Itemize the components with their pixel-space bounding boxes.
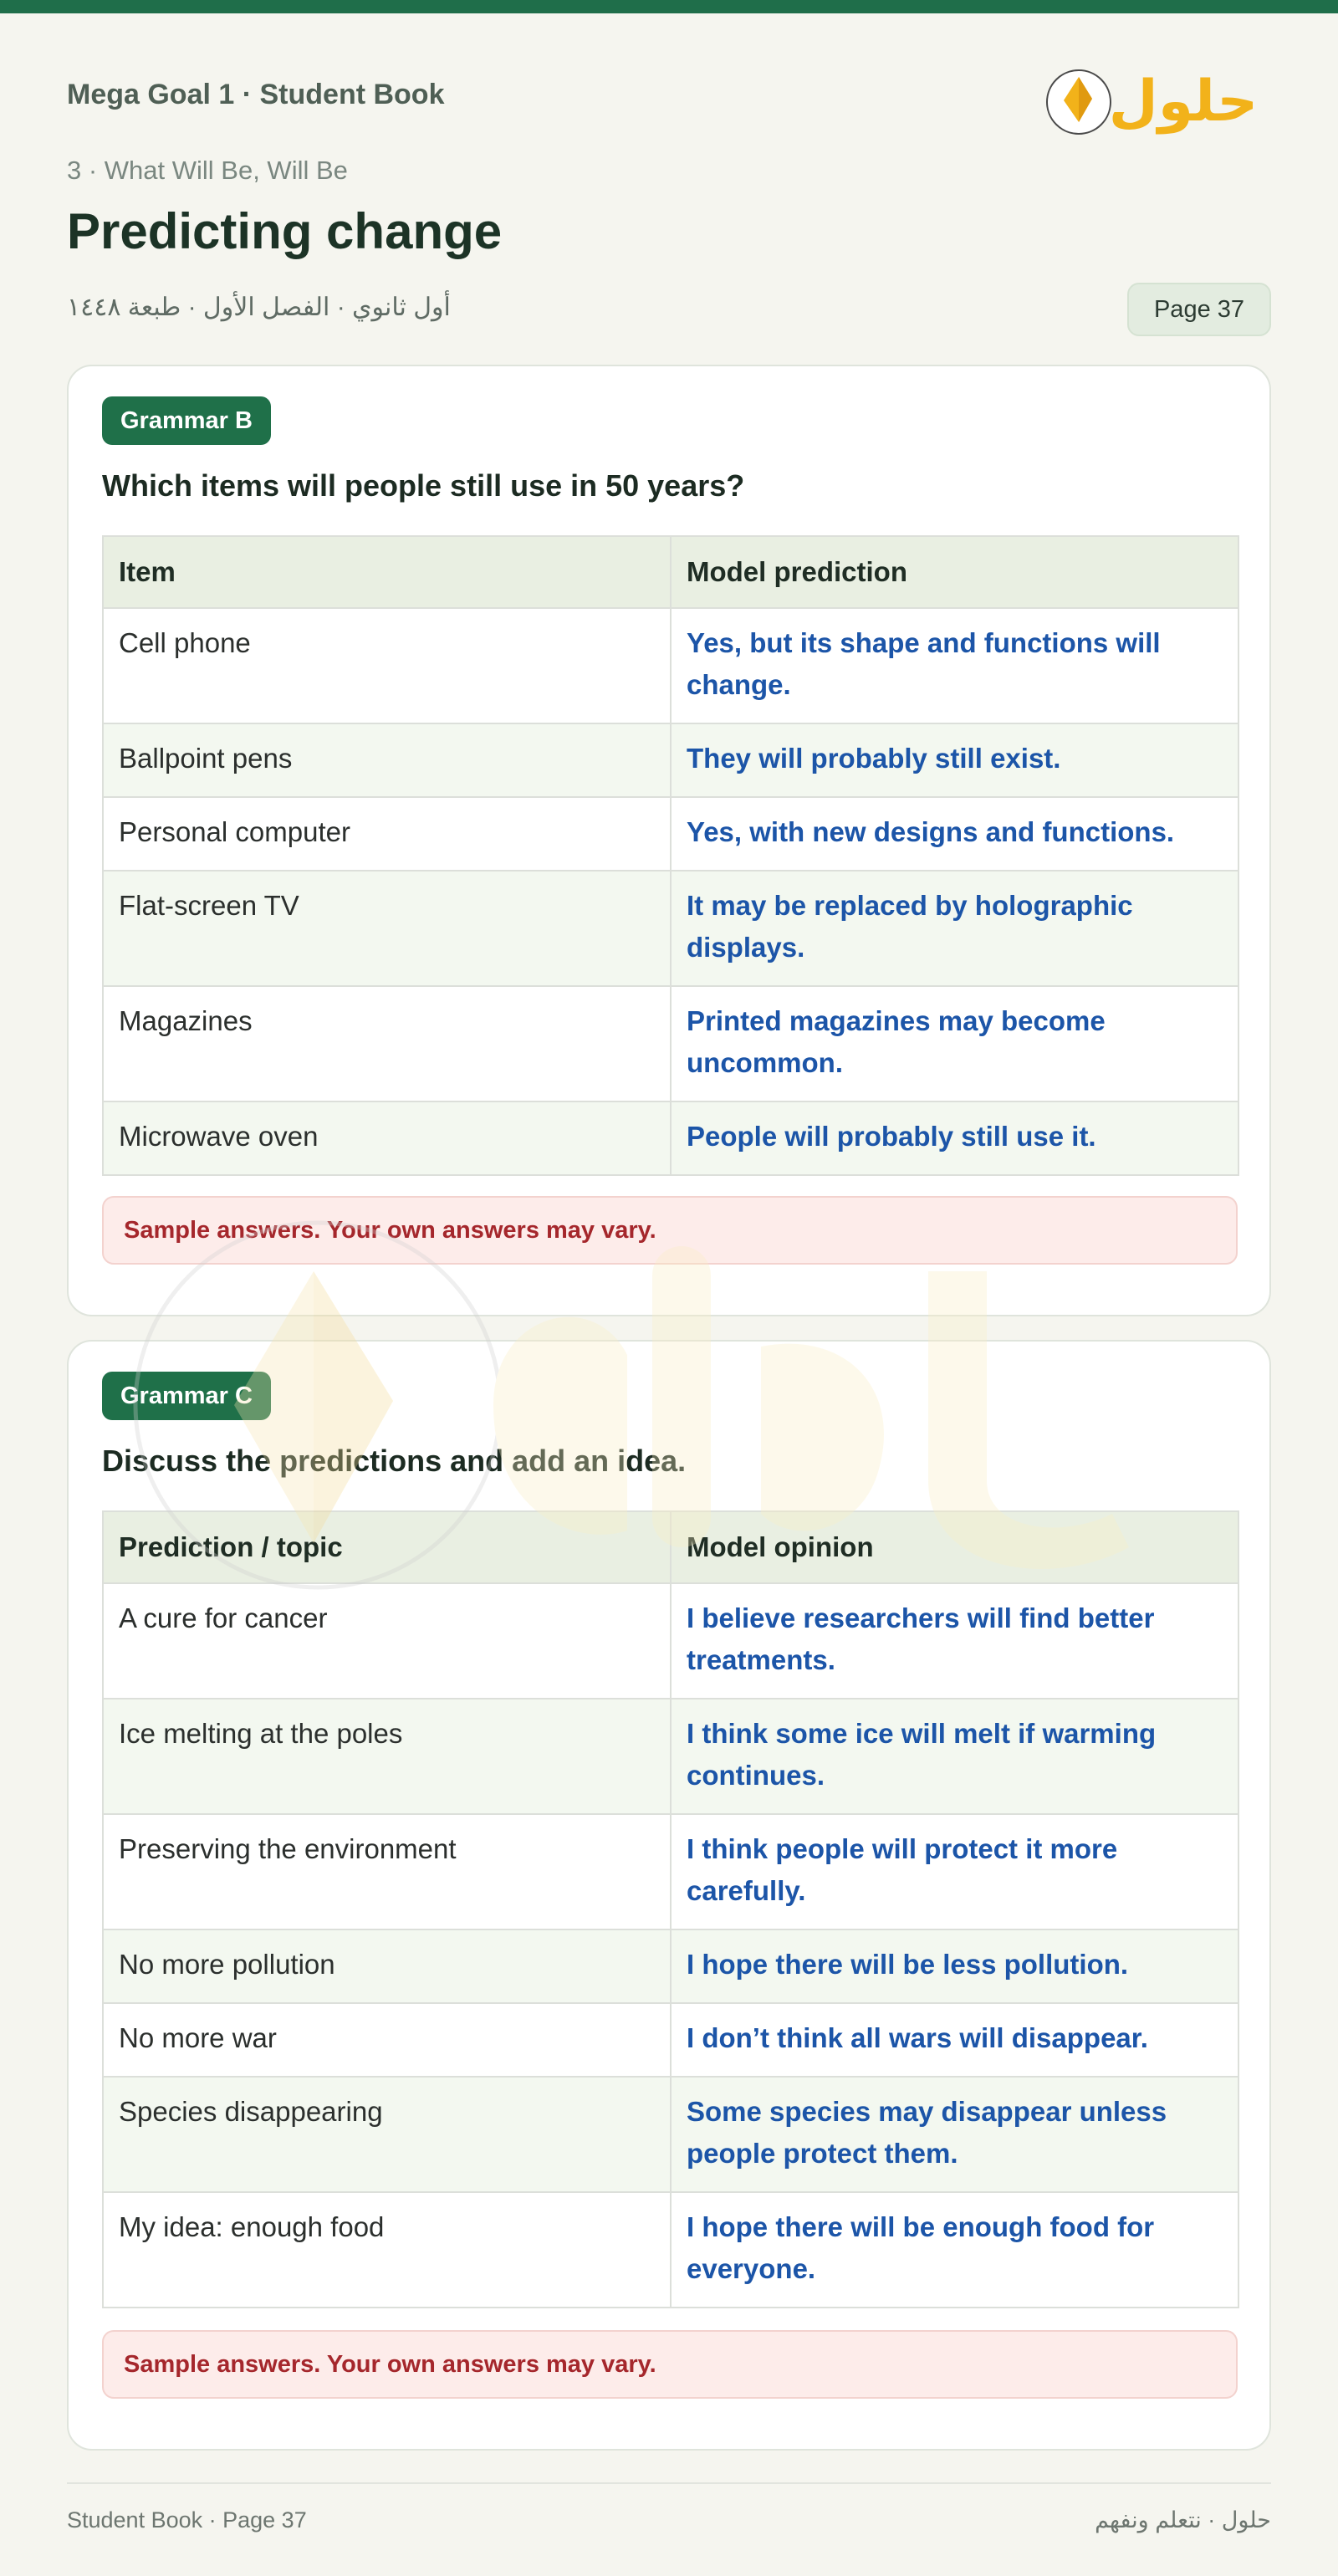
arabic-subtitle: أول ثانوي · الفصل الأول · طبعة ١٤٤٨ <box>67 294 451 321</box>
top-accent-bar <box>0 0 1338 13</box>
model-opinion-cell: I hope there will be enough food for everyone. <box>671 2192 1238 2308</box>
grammar-b-badge: Grammar B <box>102 396 271 445</box>
item-cell: Magazines <box>103 986 671 1101</box>
model-answer-cell: It may be replaced by holographic displays. <box>671 871 1238 986</box>
model-answer-cell: They will probably still exist. <box>671 723 1238 797</box>
table-row <box>103 1101 1238 1175</box>
table-row <box>103 1814 1238 1929</box>
model-opinion-cell: I believe researchers will find better treatments. <box>671 1583 1238 1699</box>
table-row <box>103 2192 1238 2308</box>
item-cell: Flat-screen TV <box>103 871 671 986</box>
sample-answers-note: Sample answers. Your own answers may vary. <box>102 1196 1238 1265</box>
topic-cell: A cure for cancer <box>103 1583 671 1699</box>
sample-answers-note: Sample answers. Your own answers may vary. <box>102 2330 1238 2399</box>
table-row <box>103 1929 1238 2003</box>
item-cell: Cell phone <box>103 608 671 723</box>
table-row <box>103 2077 1238 2192</box>
topic-cell: No more war <box>103 2003 671 2077</box>
footer-brand-tagline: حلول · نتعلم ونفهم <box>1095 2507 1271 2533</box>
grammar-b-card <box>67 365 1271 1316</box>
model-answer-cell: Printed magazines may become uncommon. <box>671 986 1238 1101</box>
column-header-model-opinion: Model opinion <box>671 1511 1238 1583</box>
footer-divider <box>67 2482 1271 2484</box>
item-cell: Ballpoint pens <box>103 723 671 797</box>
item-cell: Microwave oven <box>103 1101 671 1175</box>
model-answer-cell: People will probably still use it. <box>671 1101 1238 1175</box>
grammar-b-table <box>102 535 1239 1176</box>
column-header-prediction-topic: Prediction / topic <box>103 1511 671 1583</box>
page-header <box>67 13 1271 365</box>
grammar-c-badge: Grammar C <box>102 1372 271 1420</box>
model-opinion-cell: I hope there will be less pollution. <box>671 1929 1238 2003</box>
model-answer-cell: Yes, with new designs and functions. <box>671 797 1238 871</box>
topic-cell: Preserving the environment <box>103 1814 671 1929</box>
column-header-model-prediction: Model prediction <box>671 536 1238 608</box>
topic-cell: Species disappearing <box>103 2077 671 2192</box>
footer-page-label: Student Book · Page 37 <box>67 2507 307 2533</box>
hulul-logo <box>1045 52 1271 152</box>
table-row <box>103 871 1238 986</box>
table-row <box>103 2003 1238 2077</box>
topic-cell: My idea: enough food <box>103 2192 671 2308</box>
grammar-c-card <box>67 1340 1271 2451</box>
book-title: Mega Goal 1 · Student Book <box>67 79 445 110</box>
table-row <box>103 723 1238 797</box>
item-cell: Personal computer <box>103 797 671 871</box>
topic-cell: No more pollution <box>103 1929 671 2003</box>
column-header-item: Item <box>103 536 671 608</box>
table-row <box>103 1699 1238 1814</box>
table-row <box>103 608 1238 723</box>
unit-label: 3 · What Will Be, Will Be <box>67 156 348 185</box>
grammar-c-table <box>102 1510 1239 2308</box>
page-number-badge: Page 37 <box>1127 283 1271 336</box>
table-row <box>103 797 1238 871</box>
model-answer-cell: Yes, but its shape and functions will change. <box>671 608 1238 723</box>
page-title: Predicting change <box>67 203 503 259</box>
grammar-c-question: Discuss the predictions and add an idea. <box>102 1444 687 1478</box>
grammar-b-question: Which items will people still use in 50 years? <box>102 468 745 503</box>
model-opinion-cell: I don’t think all wars will disappear. <box>671 2003 1238 2077</box>
table-row <box>103 986 1238 1101</box>
table-header-row <box>103 536 1238 608</box>
table-header-row <box>103 1511 1238 1583</box>
model-opinion-cell: I think people will protect it more carefully. <box>671 1814 1238 1929</box>
logo-wordmark: حلول <box>1108 69 1259 135</box>
model-opinion-cell: I think some ice will melt if warming continues. <box>671 1699 1238 1814</box>
topic-cell: Ice melting at the poles <box>103 1699 671 1814</box>
table-row <box>103 1583 1238 1699</box>
model-opinion-cell: Some species may disappear unless people protect them. <box>671 2077 1238 2192</box>
